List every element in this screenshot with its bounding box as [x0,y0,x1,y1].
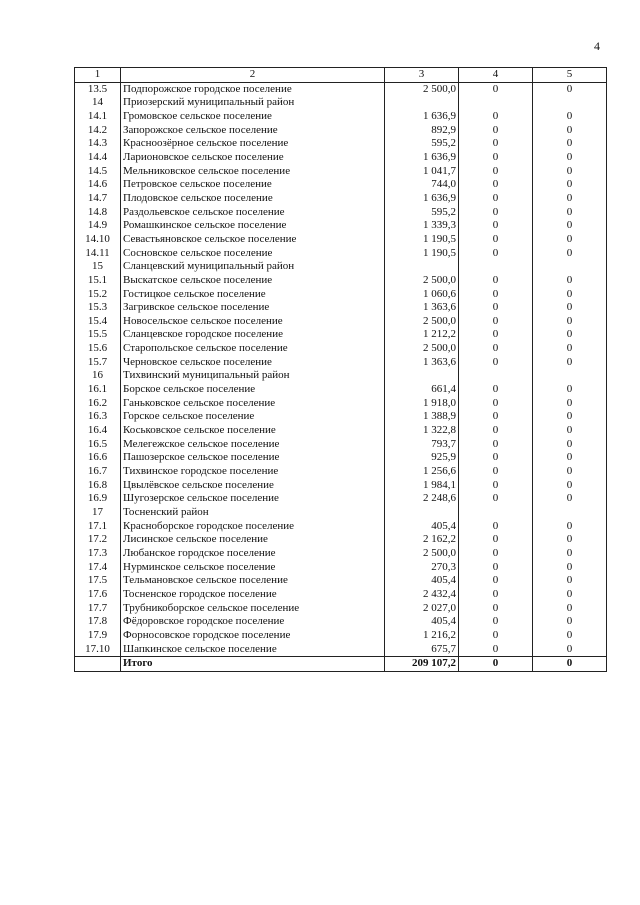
row-amount-cell: 744,0 [385,178,459,192]
row-col5-cell: 0 [533,492,607,506]
total-label-cell: Итого [121,657,385,672]
row-amount-cell: 1 339,3 [385,219,459,233]
row-col4-cell: 0 [459,479,533,493]
row-col5-cell [533,506,607,520]
row-col5-cell: 0 [533,520,607,534]
row-col5-cell: 0 [533,274,607,288]
total-col4-cell: 0 [459,657,533,672]
row-col4-cell [459,506,533,520]
row-col5-cell: 0 [533,547,607,561]
table-row [75,274,607,288]
total-col5-cell: 0 [533,657,607,672]
row-name-cell: Тихвинский муниципальный район [121,369,385,383]
row-col5-cell: 0 [533,233,607,247]
row-number-cell: 17 [75,506,121,520]
row-name-cell: Ромашкинское сельское поселение [121,219,385,233]
row-name-cell: Выскатское сельское поселение [121,274,385,288]
table-row [75,315,607,329]
row-number-cell: 14.10 [75,233,121,247]
row-col4-cell: 0 [459,137,533,151]
table-row [75,438,607,452]
row-col5-cell [533,369,607,383]
row-amount-cell: 1 918,0 [385,397,459,411]
table-row [75,96,607,110]
row-col4-cell: 0 [459,383,533,397]
row-col4-cell: 0 [459,643,533,657]
table-row [75,451,607,465]
row-col4-cell: 0 [459,206,533,220]
row-name-cell: Мелегежское сельское поселение [121,438,385,452]
table-row [75,424,607,438]
row-col5-cell: 0 [533,643,607,657]
row-number-cell: 14.11 [75,247,121,261]
row-col5-cell: 0 [533,574,607,588]
column-header-name: 2 [121,68,385,83]
row-number-cell: 14.3 [75,137,121,151]
row-amount-cell: 1 041,7 [385,165,459,179]
row-name-cell: Форносовское городское поселение [121,629,385,643]
row-col4-cell [459,369,533,383]
row-name-cell: Борское сельское поселение [121,383,385,397]
row-amount-cell: 595,2 [385,206,459,220]
row-col4-cell: 0 [459,438,533,452]
table-row [75,520,607,534]
row-amount-cell: 1 636,9 [385,151,459,165]
row-name-cell: Загривское сельское поселение [121,301,385,315]
row-number-cell: 17.2 [75,533,121,547]
row-col4-cell: 0 [459,233,533,247]
row-col5-cell: 0 [533,615,607,629]
row-col5-cell: 0 [533,328,607,342]
row-name-cell: Лисинское сельское поселение [121,533,385,547]
row-col5-cell: 0 [533,165,607,179]
row-number-cell: 15.5 [75,328,121,342]
row-col4-cell: 0 [459,410,533,424]
row-number-cell: 15.6 [75,342,121,356]
row-amount-cell: 1 984,1 [385,479,459,493]
row-col4-cell: 0 [459,547,533,561]
row-col4-cell: 0 [459,588,533,602]
table-row [75,369,607,383]
row-col5-cell: 0 [533,602,607,616]
row-amount-cell: 405,4 [385,615,459,629]
row-amount-cell: 1 216,2 [385,629,459,643]
row-col5-cell: 0 [533,124,607,138]
row-name-cell: Мельниковское сельское поселение [121,165,385,179]
table-row [75,82,607,96]
table-row [75,506,607,520]
row-col4-cell [459,260,533,274]
row-number-cell: 16.7 [75,465,121,479]
row-col4-cell: 0 [459,315,533,329]
row-number-cell: 16.2 [75,397,121,411]
row-number-cell: 17.6 [75,588,121,602]
table-row [75,533,607,547]
row-number-cell: 17.7 [75,602,121,616]
row-name-cell: Горское сельское поселение [121,410,385,424]
row-number-cell: 15 [75,260,121,274]
column-header-col4: 4 [459,68,533,83]
table-row [75,233,607,247]
row-amount-cell: 2 500,0 [385,315,459,329]
row-amount-cell: 1 636,9 [385,192,459,206]
row-number-cell: 17.10 [75,643,121,657]
row-amount-cell: 1 363,6 [385,356,459,370]
row-name-cell: Подпорожское городское поселение [121,82,385,96]
row-amount-cell: 2 027,0 [385,602,459,616]
column-header-amount: 3 [385,68,459,83]
table-row [75,301,607,315]
row-col5-cell: 0 [533,82,607,96]
total-number-cell [75,657,121,672]
row-col5-cell: 0 [533,397,607,411]
row-name-cell: Черновское сельское поселение [121,356,385,370]
row-name-cell: Сланцевское городское поселение [121,328,385,342]
table-row [75,615,607,629]
row-number-cell: 17.4 [75,561,121,575]
row-amount-cell: 661,4 [385,383,459,397]
table-row [75,410,607,424]
table-row [75,629,607,643]
row-amount-cell: 405,4 [385,520,459,534]
row-col4-cell: 0 [459,629,533,643]
row-col5-cell: 0 [533,247,607,261]
table-row [75,561,607,575]
row-col5-cell: 0 [533,479,607,493]
row-number-cell: 14.6 [75,178,121,192]
row-col4-cell: 0 [459,342,533,356]
row-amount-cell: 1 060,6 [385,288,459,302]
row-number-cell: 16.1 [75,383,121,397]
row-amount-cell: 1 190,5 [385,233,459,247]
row-name-cell: Пашозерское сельское поселение [121,451,385,465]
row-number-cell: 14.8 [75,206,121,220]
row-amount-cell: 2 162,2 [385,533,459,547]
row-col5-cell: 0 [533,110,607,124]
row-name-cell: Запорожское сельское поселение [121,124,385,138]
row-name-cell: Сосновское сельское поселение [121,247,385,261]
row-name-cell: Петровское сельское поселение [121,178,385,192]
table-row [75,356,607,370]
row-amount-cell: 1 256,6 [385,465,459,479]
row-col4-cell: 0 [459,247,533,261]
table-row [75,247,607,261]
row-col5-cell: 0 [533,219,607,233]
table-row [75,178,607,192]
row-col5-cell: 0 [533,301,607,315]
row-number-cell: 14.5 [75,165,121,179]
column-header-col5: 5 [533,68,607,83]
row-col4-cell: 0 [459,533,533,547]
row-number-cell: 16.4 [75,424,121,438]
table-row [75,328,607,342]
row-col4-cell: 0 [459,165,533,179]
total-amount-cell: 209 107,2 [385,657,459,672]
row-amount-cell: 405,4 [385,574,459,588]
table-row [75,219,607,233]
row-amount-cell: 2 248,6 [385,492,459,506]
row-number-cell: 14.7 [75,192,121,206]
row-name-cell: Любанское городское поселение [121,547,385,561]
row-number-cell: 14.4 [75,151,121,165]
row-col5-cell: 0 [533,383,607,397]
table-row [75,288,607,302]
row-name-cell: Фёдоровское городское поселение [121,615,385,629]
row-amount-cell: 2 500,0 [385,342,459,356]
row-name-cell: Шугозерское сельское поселение [121,492,385,506]
table-body [75,82,607,657]
row-col4-cell: 0 [459,124,533,138]
row-amount-cell: 2 432,4 [385,588,459,602]
row-number-cell: 16 [75,369,121,383]
row-col5-cell: 0 [533,206,607,220]
row-col5-cell: 0 [533,192,607,206]
table-row [75,206,607,220]
row-col5-cell: 0 [533,533,607,547]
table-header-row [75,68,607,83]
row-amount-cell: 1 212,2 [385,328,459,342]
table-row [75,260,607,274]
row-col5-cell [533,96,607,110]
row-col4-cell: 0 [459,219,533,233]
row-name-cell: Раздольевское сельское поселение [121,206,385,220]
row-number-cell: 17.5 [75,574,121,588]
table-row [75,574,607,588]
row-col4-cell: 0 [459,465,533,479]
row-number-cell: 15.2 [75,288,121,302]
row-col5-cell [533,260,607,274]
table-row [75,547,607,561]
row-amount-cell: 1 322,8 [385,424,459,438]
table-row [75,342,607,356]
table-row [75,151,607,165]
row-number-cell: 16.6 [75,451,121,465]
row-number-cell: 16.8 [75,479,121,493]
row-name-cell: Тельмановское сельское поселение [121,574,385,588]
row-amount-cell: 675,7 [385,643,459,657]
row-number-cell: 15.3 [75,301,121,315]
total-row [75,657,607,672]
row-number-cell: 15.4 [75,315,121,329]
row-amount-cell: 925,9 [385,451,459,465]
row-col5-cell: 0 [533,288,607,302]
row-number-cell: 16.9 [75,492,121,506]
row-number-cell: 17.8 [75,615,121,629]
row-name-cell: Тихвинское городское поселение [121,465,385,479]
row-name-cell: Ларионовское сельское поселение [121,151,385,165]
row-col4-cell: 0 [459,561,533,575]
table-row [75,397,607,411]
row-col5-cell: 0 [533,465,607,479]
row-number-cell: 14.1 [75,110,121,124]
row-col4-cell: 0 [459,574,533,588]
row-name-cell: Сланцевский муниципальный район [121,260,385,274]
table-row [75,479,607,493]
row-col5-cell: 0 [533,410,607,424]
row-number-cell: 16.3 [75,410,121,424]
row-amount-cell: 892,9 [385,124,459,138]
row-name-cell: Коськовское сельское поселение [121,424,385,438]
row-number-cell: 14.2 [75,124,121,138]
row-amount-cell: 1 388,9 [385,410,459,424]
row-amount-cell [385,96,459,110]
page-number: 4 [594,39,600,53]
table-row [75,383,607,397]
row-name-cell: Нурминское сельское поселение [121,561,385,575]
row-name-cell: Гостицкое сельское поселение [121,288,385,302]
row-col5-cell: 0 [533,151,607,165]
row-name-cell: Громовское сельское поселение [121,110,385,124]
row-name-cell: Тосненское городское поселение [121,588,385,602]
row-name-cell: Красноборское городское поселение [121,520,385,534]
row-col4-cell: 0 [459,110,533,124]
subsidy-table [74,67,607,672]
row-col5-cell: 0 [533,424,607,438]
row-col4-cell: 0 [459,397,533,411]
row-col5-cell: 0 [533,629,607,643]
row-col4-cell: 0 [459,615,533,629]
row-col4-cell: 0 [459,178,533,192]
column-header-number: 1 [75,68,121,83]
row-col4-cell [459,96,533,110]
row-col5-cell: 0 [533,451,607,465]
row-number-cell: 14 [75,96,121,110]
table-row [75,588,607,602]
row-amount-cell: 793,7 [385,438,459,452]
row-name-cell: Новосельское сельское поселение [121,315,385,329]
row-name-cell: Севастьяновское сельское поселение [121,233,385,247]
row-name-cell: Старопольское сельское поселение [121,342,385,356]
table-row [75,492,607,506]
row-number-cell: 13.5 [75,82,121,96]
row-amount-cell: 595,2 [385,137,459,151]
row-amount-cell [385,369,459,383]
row-amount-cell: 270,3 [385,561,459,575]
row-name-cell: Плодовское сельское поселение [121,192,385,206]
row-name-cell: Приозерский муниципальный район [121,96,385,110]
row-col5-cell: 0 [533,561,607,575]
row-number-cell: 15.7 [75,356,121,370]
row-col4-cell: 0 [459,151,533,165]
row-name-cell: Ганьковское сельское поселение [121,397,385,411]
row-col4-cell: 0 [459,451,533,465]
row-col4-cell: 0 [459,328,533,342]
row-col5-cell: 0 [533,438,607,452]
row-amount-cell [385,260,459,274]
row-amount-cell [385,506,459,520]
row-col4-cell: 0 [459,356,533,370]
row-number-cell: 15.1 [75,274,121,288]
row-col5-cell: 0 [533,356,607,370]
row-col5-cell: 0 [533,137,607,151]
row-name-cell: Тосненский район [121,506,385,520]
row-col4-cell: 0 [459,424,533,438]
row-number-cell: 17.3 [75,547,121,561]
row-col4-cell: 0 [459,82,533,96]
row-amount-cell: 1 190,5 [385,247,459,261]
row-col4-cell: 0 [459,301,533,315]
row-number-cell: 16.5 [75,438,121,452]
row-col5-cell: 0 [533,588,607,602]
table-row [75,110,607,124]
row-col5-cell: 0 [533,342,607,356]
table-row [75,602,607,616]
table-row [75,165,607,179]
row-number-cell: 14.9 [75,219,121,233]
row-col4-cell: 0 [459,192,533,206]
row-name-cell: Трубникоборское сельское поселение [121,602,385,616]
table-row [75,465,607,479]
row-col4-cell: 0 [459,520,533,534]
row-number-cell: 17.1 [75,520,121,534]
row-name-cell: Цвылёвское сельское поселение [121,479,385,493]
row-amount-cell: 2 500,0 [385,547,459,561]
row-amount-cell: 1 363,6 [385,301,459,315]
table-row [75,192,607,206]
row-col5-cell: 0 [533,315,607,329]
table-row [75,643,607,657]
row-col5-cell: 0 [533,178,607,192]
row-amount-cell: 2 500,0 [385,82,459,96]
table-row [75,124,607,138]
row-amount-cell: 1 636,9 [385,110,459,124]
row-col4-cell: 0 [459,602,533,616]
row-number-cell: 17.9 [75,629,121,643]
table-row [75,137,607,151]
row-col4-cell: 0 [459,274,533,288]
row-name-cell: Шапкинское сельское поселение [121,643,385,657]
row-col4-cell: 0 [459,492,533,506]
row-name-cell: Красноозёрное сельское поселение [121,137,385,151]
row-amount-cell: 2 500,0 [385,274,459,288]
row-col4-cell: 0 [459,288,533,302]
